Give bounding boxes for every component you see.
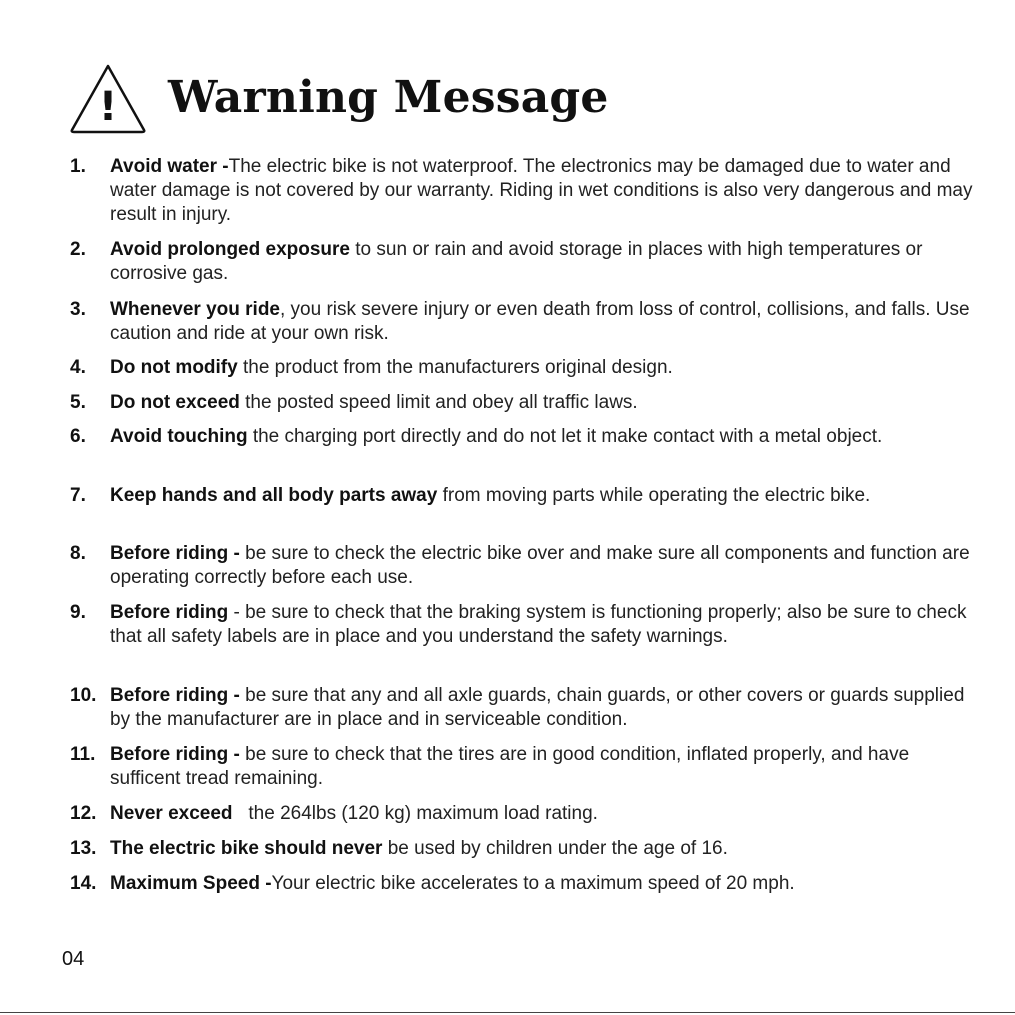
item-number: 5. (70, 392, 86, 413)
page-divider (0, 1012, 1015, 1013)
item-text: Your electric bike accelerates to a maximum speed of 20 mph. (271, 873, 795, 894)
item-text: the charging port directly and do not let it make contact with a metal object. (247, 426, 883, 447)
item-number: 6. (70, 426, 86, 447)
item-lead: Maximum Speed - (110, 873, 272, 894)
item-lead: Before riding - (110, 744, 240, 765)
item-number: 11. (70, 744, 96, 765)
item-lead: Never exceed (110, 803, 233, 824)
item-text: be sure to check that the tires are in good condition, inflated properly, and have sufficent tread remaining. (110, 744, 910, 789)
item-number: 2. (70, 239, 86, 260)
item-text: , you risk severe injury or even death from loss of control, collisions, and falls. Use caution and ride at your own risk. (110, 299, 970, 344)
item-number: 1. (70, 156, 86, 177)
item-lead: The electric bike should never (110, 838, 383, 859)
item-lead: Avoid water - (110, 156, 229, 177)
item-number: 7. (70, 485, 86, 506)
item-text: the posted speed limit and obey all traffic laws. (239, 392, 638, 413)
item-number: 14. (70, 873, 97, 894)
item-text: the product from the manufacturers original design. (237, 357, 673, 378)
item-number: 8. (70, 543, 86, 564)
item-lead: Do not exceed (110, 392, 240, 413)
item-lead: Before riding (110, 602, 229, 623)
item-text: be sure to check the electric bike over and make sure all components and function are operating correctly before each use. (110, 543, 970, 588)
page-number: 04 (62, 948, 85, 970)
item-number: 4. (70, 357, 86, 378)
item-lead: Before riding - (110, 543, 240, 564)
item-lead: Keep hands and all body parts away (110, 485, 438, 506)
item-lead: Before riding - (110, 685, 240, 706)
item-lead: Whenever you ride (110, 299, 280, 320)
item-text: the 264lbs (120 kg) maximum load rating. (232, 803, 598, 824)
item-lead: Avoid touching (110, 426, 248, 447)
item-number: 13. (70, 838, 97, 859)
item-text: to sun or rain and avoid storage in places with high temperatures or corrosive gas. (110, 239, 923, 284)
item-text: The electric bike is not waterproof. The electronics may be damaged due to water and water damage is not covered by our warranty. Riding in wet conditions is also very dangerous and may result in injury. (110, 156, 973, 225)
item-text: be used by children under the age of 16. (382, 838, 728, 859)
item-text: be sure that any and all axle guards, chain guards, or other covers or guards supplied by the manufacturer are in place and in serviceable condition. (110, 685, 965, 730)
item-text: - be sure to check that the braking system is functioning properly; also be sure to check that all safety labels are in place and you understand the safety warnings. (110, 602, 967, 647)
warning-glyph: ! (98, 84, 118, 130)
item-number: 12. (70, 803, 97, 824)
item-number: 9. (70, 602, 86, 623)
page-title: Warning Message (168, 72, 609, 123)
item-lead: Do not modify (110, 357, 238, 378)
item-text: from moving parts while operating the electric bike. (437, 485, 871, 506)
item-number: 3. (70, 299, 86, 320)
item-lead: Avoid prolonged exposure (110, 239, 350, 260)
item-number: 10. (70, 685, 97, 706)
